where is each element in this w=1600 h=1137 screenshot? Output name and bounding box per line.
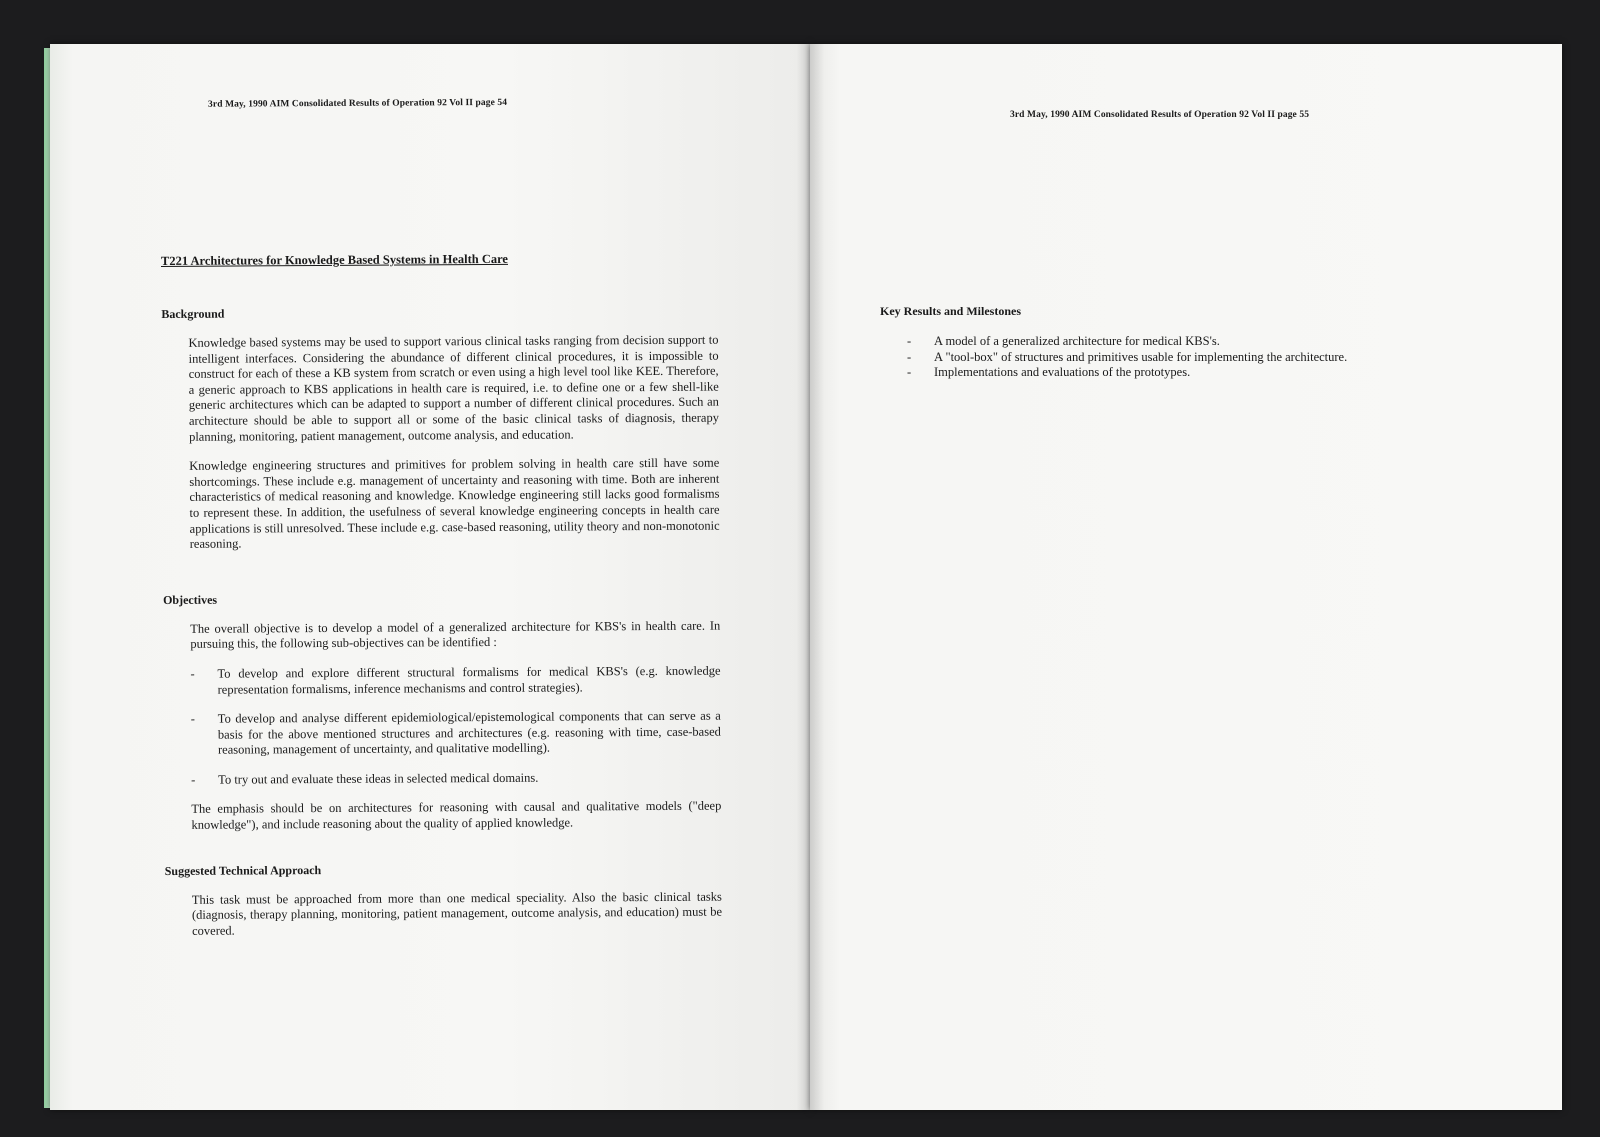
list-item-text: Implementations and evaluations of the prototypes. [934,365,1191,379]
task-title: T221 Architectures for Knowledge Based Systems in Health Care [160,251,509,268]
dash-bullet: - [191,772,196,787]
list-item-text: To develop and explore different structural formalisms for medical KBS's (e.g. knowledge representation formalisms, inference mechanisms and control strategies). [217,663,721,697]
right-page-content [880,110,1520,381]
list-item-text: To develop and analyse different epidemiological/epistemological components that can serve as a basis for the above mentioned structures and architectures (e.g. reasoning with time, case-based reasoning, management of uncertainty, and qualitative modelling). [217,708,721,757]
right-page [810,44,1562,1110]
objectives-closing: The emphasis should be on architectures for reasoning with causal and qualitative models ("deep knowledge"), and include reasoning about the quality of applied knowledge. [191,799,722,832]
left-page-content [160,96,790,952]
list-item [191,709,721,759]
running-header: 3rd May, 1990 AIM Consolidated Results of Operation 92 Vol II page 55 [1010,110,1310,120]
dash-bullet: - [907,349,912,364]
dash-bullet: - [190,711,195,726]
dash-bullet: - [190,666,195,681]
objectives-heading: Objectives [163,592,218,607]
key-results-list [907,334,1507,381]
left-page [50,44,810,1110]
key-results-heading: Key Results and Milestones [880,304,1021,318]
list-item [191,769,721,788]
list-item [907,350,1507,366]
background-paragraph-1: Knowledge based systems may be used to support various clinical tasks ranging from decision support to intelligent interfaces. Considering the abundance of different clinical procedures, it is impossible to construct for each of these a KB system from scratch or even using a high level tool like KEE. Therefore, a generic approach to KBS applications in health care is required, i.e. to define one or a few shell-like generic architectures which can be adapted to support a number of different clinical procedures. Such an architecture should be able to support all or some of the basic clinical tasks of diagnosis, therapy planning, monitoring, patient management, outcome analysis, and education. [188,332,719,444]
running-header: 3rd May, 1990 AIM Consolidated Results of Operation 92 Vol II page 54 [207,97,508,110]
list-item-text: To try out and evaluate these ideas in selected medical domains. [218,770,539,787]
objectives-list [190,663,721,788]
objectives-intro: The overall objective is to develop a model of a generalized architecture for KBS's in health care. In pursuing this, the following sub-objectives can be identified : [190,618,721,652]
background-heading: Background [161,306,225,321]
approach-paragraph: This task must be approached from more than one medical speciality. Also the basic clinical tasks (diagnosis, therapy planning, monitoring, patient management, outcome analysis, and education) must be covered. [191,889,723,938]
dash-bullet: - [907,334,912,348]
dash-bullet: - [907,365,912,379]
list-item [907,334,1507,350]
list-item [907,365,1507,381]
book-gutter [796,44,824,1110]
list-item [190,663,720,697]
list-item-text: A "tool-box" of structures and primitives usable for implementing the architecture. [934,349,1348,364]
background-paragraph-2: Knowledge engineering structures and primitives for problem solving in health care still have some shortcomings. These include e.g. management of uncertainty and reasoning with time. Both are inherent characteristics of medical reasoning and knowledge. Knowledge engineering still lacks good formalisms to represent these. In addition, the usefulness of several knowledge engineering concepts in health care applications is still unresolved. These include e.g. case-based reasoning, utility theory and non-monotonic reasoning. [189,455,720,551]
approach-heading: Suggested Technical Approach [164,862,322,878]
list-item-text: A model of a generalized architecture for medical KBS's. [934,334,1220,348]
